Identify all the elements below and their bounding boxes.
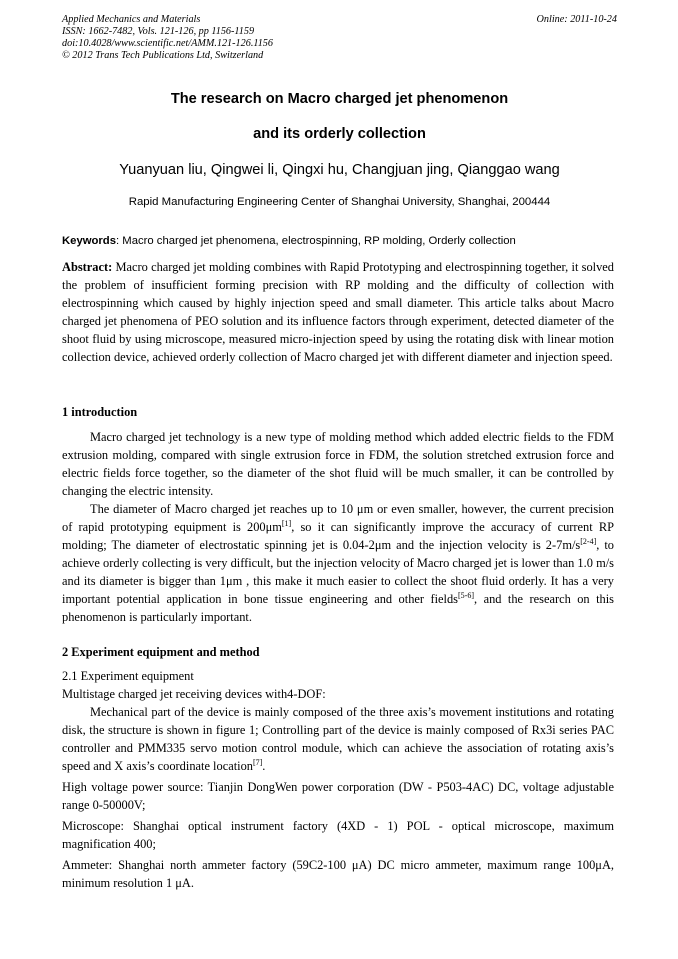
section-2-heading: 2 Experiment equipment and method — [62, 645, 260, 659]
author-list: Yuanyuan liu, Qingwei li, Qingxi hu, Changjuan jing, Qianggao wang — [119, 162, 560, 178]
keywords — [62, 235, 617, 247]
keywords-text: : Macro charged jet phenomena, electrospinning, RP molding, Orderly collection — [116, 235, 516, 247]
power-source-item: High voltage power source: Tianjin DongWen power corporation (DW - P503-4AC) DC, voltage adjustable range 0-50000V; — [62, 780, 614, 812]
section-2-body — [62, 667, 614, 892]
affiliation: Rapid Manufacturing Engineering Center of Shanghai University, Shanghai, 200444 — [128, 196, 551, 208]
abstract-text: Macro charged jet molding combines with Rapid Prototyping and electrospinning together, it solved the problem of insufficient forming precision with RP molding and the difficulty of collection with electrospinning which caused by highly injection speed and small diameter. This article talks about Macro charged jet phenomena of PEO solution and its influence factors through experiment, detected diameter of the shoot fluid by using microscope, measured micro-injection speed by using the rotating disk with linear motion collection device, achieved orderly collection of Macro charged jet with different diameter and injection speed. — [62, 260, 614, 364]
keywords-label: Keywords — [62, 235, 116, 247]
ammeter-item: Ammeter: Shanghai north ammeter factory (59C2-100 μA) DC micro ammeter, maximum range 100μA, minimum resolution 1 μA. — [62, 858, 614, 890]
citation-2-4[interactable]: [2-4] — [580, 537, 597, 546]
intro-paragraph-1: Macro charged jet technology is a new type of molding method which added electric fields to the FDM extrusion molding, compared with single extrusion force in FDM, the solution stretched extrusion force and electric fields force together, so the diameter of the shot fluid will be much smaller, it can be controlled by changing the electric intensity. — [62, 430, 614, 498]
intro-paragraph-2: The diameter of Macro charged jet reaches up to 10 μm or even smaller, however, the current precision of rapid prototyping equipment is 200μm[1], so it can significantly improve the accuracy of current RP molding; The diameter of electrostatic spinning jet is 0.04-2μm and the injection velocity is 2-7m/s[2-4], to achieve orderly collecting is very difficult, but the injection velocity of Macro charged jet is lower than 1.0 m/s and its diameter is bigger than 1μm , this make it much easier to collect the shoot fluid orderly. It has a very important potential application in bone tissue engineering and other fields[5-6], and the research on this phenomenon is particularly important. — [62, 502, 614, 624]
issn-line: ISSN: 1662-7482, Vols. 121-126, pp 1156-1159 — [62, 26, 255, 37]
device-line: Multistage charged jet receiving devices with4-DOF: — [62, 687, 326, 701]
subsection-2-1-heading: 2.1 Experiment equipment — [62, 669, 194, 683]
abstract — [62, 258, 614, 366]
copyright-line: © 2012 Trans Tech Publications Ltd, Switzerland — [62, 50, 264, 61]
doi-line: doi:10.4028/www.scientific.net/AMM.121-126.1156 — [62, 38, 273, 49]
microscope-item: Microscope: Shanghai optical instrument factory (4XD - 1) POL - optical microscope, maximum magnification 400; — [62, 819, 614, 851]
section-1-body — [62, 428, 614, 626]
abstract-label: Abstract: — [62, 260, 113, 274]
citation-7[interactable]: [7] — [252, 758, 263, 767]
section-1-heading: 1 introduction — [62, 405, 138, 419]
citation-5-6[interactable]: [5-6] — [458, 591, 475, 600]
citation-1[interactable]: [1] — [281, 519, 292, 528]
online-date: Online: 2011-10-24 — [536, 14, 617, 25]
device-paragraph: Mechanical part of the device is mainly composed of the three axis’s movement institutions and rotating disk, the structure is shown in figure 1; Controlling part of the device is mainly composed of Rx3i series PAC controller and PMM335 servo motion control module, which can achieve the association of rotating axis’s speed and X axis’s coordinate location[7]. — [62, 705, 614, 773]
journal-name: Applied Mechanics and Materials — [62, 14, 201, 25]
journal-header — [62, 14, 617, 62]
paper-title-line-1: The research on Macro charged jet phenomenon — [170, 91, 509, 107]
paper-title-line-2: and its orderly collection — [253, 126, 426, 142]
